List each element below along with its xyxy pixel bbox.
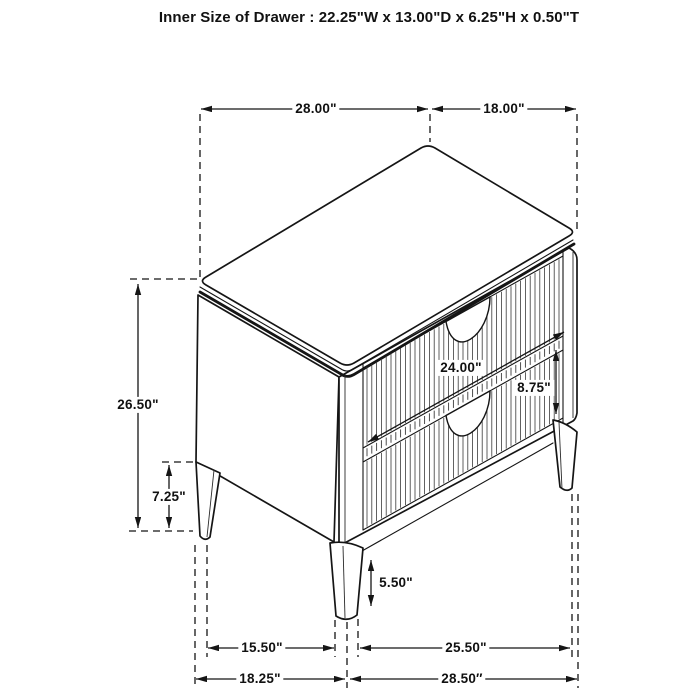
right-leg xyxy=(553,420,577,490)
dim-label-top-width: 28.00" xyxy=(292,101,339,117)
dim-label-leg-span-front: 25.50" xyxy=(442,640,489,656)
dim-label-leg-height: 5.50" xyxy=(376,575,416,591)
page-title: Inner Size of Drawer : 22.25"W x 13.00"D x 6.25"H x 0.50"T xyxy=(158,9,580,27)
dim-label-drawer-height: 8.75" xyxy=(514,380,554,396)
dim-label-leg-span-side: 15.50" xyxy=(238,640,285,656)
dim-label-top-depth: 18.00" xyxy=(480,101,527,117)
dim-label-overall-height: 26.50" xyxy=(114,397,161,413)
dim-label-overall-depth: 18.25" xyxy=(236,671,283,687)
dim-label-base-clearance: 7.25" xyxy=(149,489,189,505)
front-leg xyxy=(330,542,363,619)
dim-label-overall-width: 28.50″ xyxy=(438,671,485,687)
dim-label-drawer-width: 24.00" xyxy=(437,360,484,376)
